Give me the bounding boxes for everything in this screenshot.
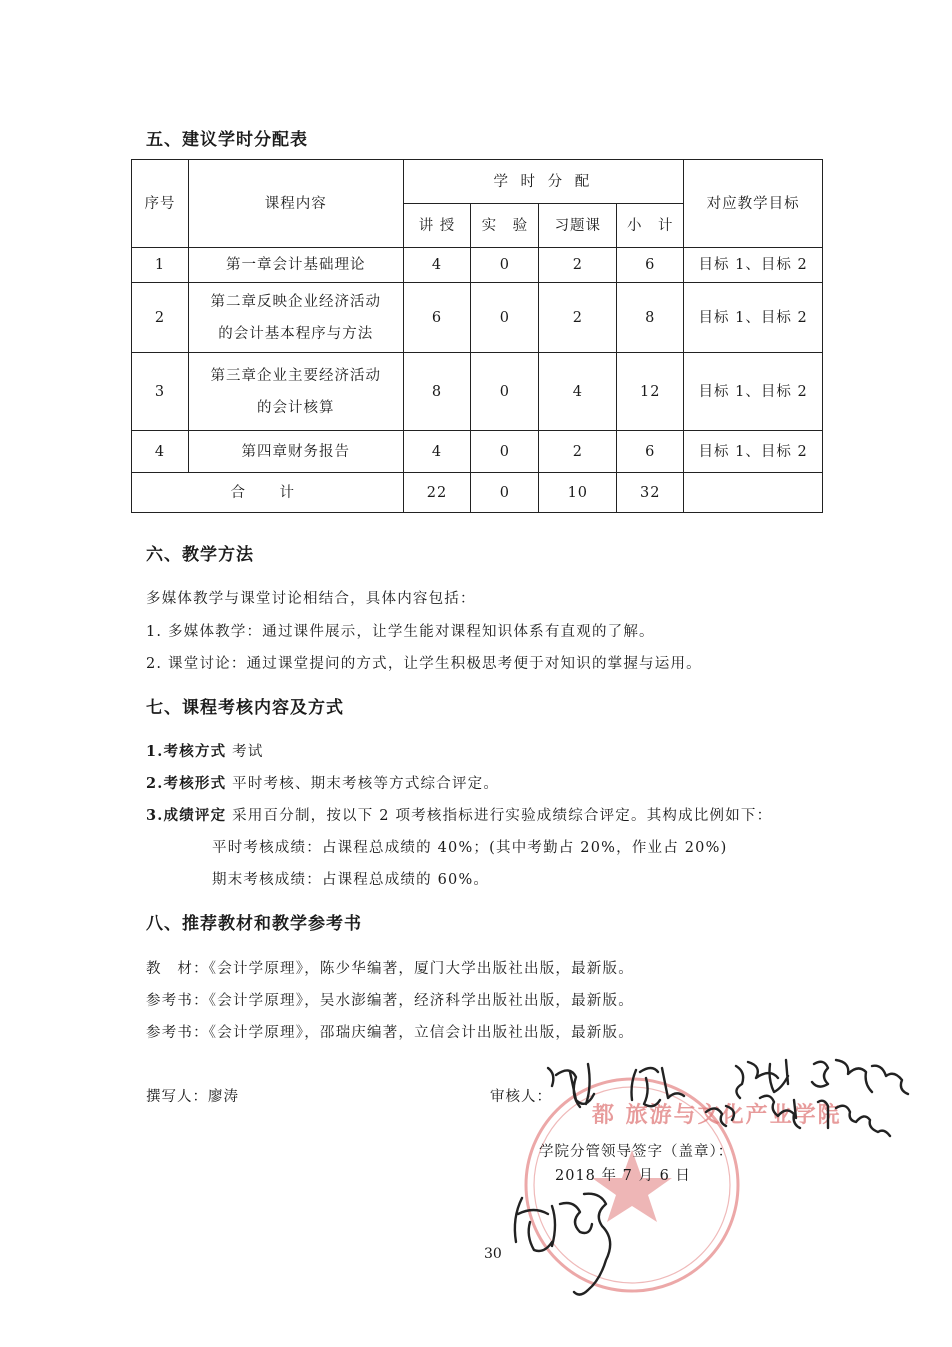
header-exercise: 习题课 [539, 204, 617, 248]
cell-subtotal: 12 [617, 353, 684, 431]
item1-label: 1.考核方式 [146, 743, 227, 760]
cell-lab: 0 [471, 248, 539, 283]
section6-title: 六、教学方法 [146, 545, 254, 565]
header-content: 课程内容 [188, 160, 403, 248]
cell-content-line1: 第三章企业主要经济活动 [210, 367, 381, 384]
section6-intro: 多媒体教学与课堂讨论相结合，具体内容包括： [146, 591, 476, 607]
cell-seq: 4 [132, 431, 189, 473]
header-hours: 学 时 分 配 [403, 160, 684, 204]
item3-text: 采用百分制，按以下 2 项考核指标进行实验成绩综合评定。其构成比例如下： [232, 808, 773, 824]
section6-item1: 1. 多媒体教学：通过课件展示，让学生能对课程知识体系有直观的了解。 [146, 624, 655, 640]
cell-subtotal: 8 [617, 283, 684, 353]
leader-label: 学院分管领导签字（盖章）： [539, 1144, 734, 1160]
cell-content-line2: 的会计核算 [256, 399, 335, 416]
section7-sub1: 平时考核成绩：占课程总成绩的 40%；(其中考勤占 20%，作业占 20%) [212, 840, 728, 856]
item2-text: 平时考核、期末考核等方式综合评定。 [232, 776, 500, 792]
section7-title: 七、课程考核内容及方式 [146, 698, 344, 718]
cell-target: 目标 1、目标 2 [684, 353, 823, 431]
cell-lecture: 4 [403, 248, 471, 283]
header-seq: 序号 [132, 160, 189, 248]
reviewer-label: 审核人： [490, 1089, 552, 1105]
book-3: 参考书：《会计学原理》，邵瑞庆编著，立信会计出版社出版，最新版。 [146, 1025, 634, 1041]
signature-date: 2018 年 7 月 6 日 [555, 1168, 691, 1184]
header-target: 对应教学目标 [684, 160, 823, 248]
page-number: 30 [484, 1246, 502, 1262]
cell-target: 目标 1、目标 2 [684, 283, 823, 353]
cell-subtotal: 6 [617, 431, 684, 473]
cell-target: 目标 1、目标 2 [684, 431, 823, 473]
cell-exercise: 2 [539, 248, 617, 283]
header-subtotal: 小 计 [617, 204, 684, 248]
item2-label: 2.考核形式 [146, 775, 227, 792]
book-2: 参考书：《会计学原理》，吴水澎编著，经济科学出版社出版，最新版。 [146, 993, 634, 1009]
header-lab: 实 验 [471, 204, 539, 248]
item1-text: 考试 [232, 744, 264, 760]
cell-lab: 0 [471, 431, 539, 473]
book-1: 教 材：《会计学原理》，陈少华编著，厦门大学出版社出版，最新版。 [146, 961, 634, 977]
cell-target: 目标 1、目标 2 [684, 248, 823, 283]
cell-subtotal: 6 [617, 248, 684, 283]
cell-exercise: 4 [539, 353, 617, 431]
cell-total-lecture: 22 [403, 473, 471, 513]
cell-exercise: 2 [539, 431, 617, 473]
cell-lab: 0 [471, 283, 539, 353]
author-name: 廖涛 [208, 1089, 239, 1105]
cell-lecture: 6 [403, 283, 471, 353]
section8-title: 八、推荐教材和教学参考书 [146, 914, 362, 934]
cell-content-line1: 第四章财务报告 [241, 443, 350, 460]
section7-sub2: 期末考核成绩：占课程总成绩的 60%。 [212, 872, 490, 888]
cell-content-line1: 第二章反映企业经济活动 [210, 293, 381, 310]
section6-item2: 2. 课堂讨论：通过课堂提问的方式，让学生积极思考便于对知识的掌握与运用。 [146, 656, 702, 672]
section5-title: 五、建议学时分配表 [146, 130, 308, 150]
cell-content-line2: 的会计基本程序与方法 [218, 325, 374, 342]
cell-exercise: 2 [539, 283, 617, 353]
cell-total-lab: 0 [471, 473, 539, 513]
cell-lecture: 8 [403, 353, 471, 431]
cell-seq: 2 [132, 283, 189, 353]
item3-label: 3.成绩评定 [146, 807, 227, 824]
cell-total-label: 合 计 [132, 473, 404, 513]
cell-total-subtotal: 32 [617, 473, 684, 513]
author-label: 撰写人： [146, 1089, 208, 1105]
cell-lecture: 4 [403, 431, 471, 473]
cell-lab: 0 [471, 353, 539, 431]
cell-content-line1: 第一章会计基础理论 [225, 257, 366, 273]
cell-total-exercise: 10 [539, 473, 617, 513]
seal-text: 都 旅游与文化产业学院 [592, 1102, 842, 1128]
header-lecture: 讲 授 [403, 204, 471, 248]
cell-seq: 3 [132, 353, 189, 431]
cell-seq: 1 [132, 248, 189, 283]
